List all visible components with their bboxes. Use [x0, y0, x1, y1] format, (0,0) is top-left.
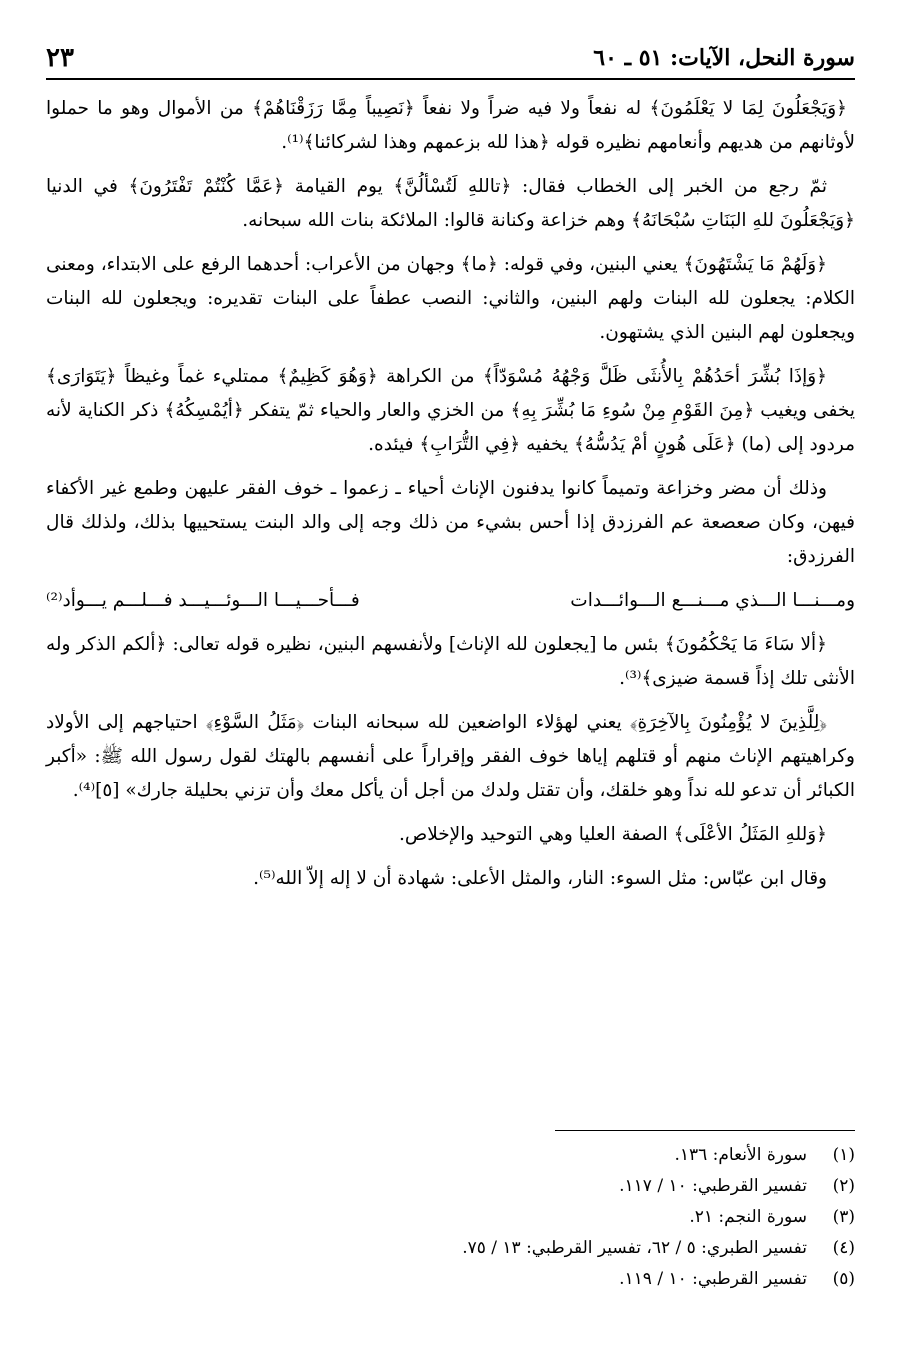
paragraph: ﴿وَيَجْعَلُونَ لِمَا لا يَعْلَمُونَ﴾ له نفعاً ولا فيه ضراً ولا نفعاً ﴿نَصِيباً مِمَّا رَزَقْنَاهُمْ﴾ من الأموال وهو ما حملوا لأوثانهم من هديهم وأنعامهم نظيره قوله ﴿هذا لله بزعمهم وهذا لشركائنا﴾⁽¹⁾.	[46, 98, 855, 153]
footnote-item	[46, 1202, 855, 1233]
main-text	[46, 92, 855, 906]
paragraph: وقال ابن عبّاس: مثل السوء: النار، والمثل الأعلى: شهادة أن لا إله إلاّ الله⁽⁵⁾.	[253, 868, 827, 889]
poetry-verse	[46, 584, 855, 618]
running-title: سورة النحل، الآيات: ٥١ ـ ٦٠	[593, 45, 855, 71]
verse-first-hemistich: ومـــنـــا الـــذي مـــنـــع الـــوائـــدات	[570, 590, 855, 611]
footnote-number: (١)	[832, 1145, 855, 1165]
footnote-item	[46, 1233, 855, 1264]
footnote-text: سورة النجم: ٢١.	[689, 1207, 807, 1227]
footnote-divider	[555, 1130, 855, 1131]
footnote-item	[46, 1171, 855, 1202]
footnote-number: (٥)	[832, 1269, 855, 1289]
footnote-number: (٤)	[832, 1238, 855, 1258]
page-number: ٢٣	[46, 43, 74, 73]
paragraph: ﴿وَللهِ المَثَلُ الأعْلَى﴾ الصفة العليا وهي التوحيد والإخلاص.	[398, 824, 827, 845]
paragraph: ﴿وَلَهُمْ مَا يَشْتَهُونَ﴾ يعني البنين، وفي قوله: ﴿ما﴾ وجهان من الأعراب: أحدهما الرفع على الابتداء، ومعنى الكلام: يجعلون لله البنات ولهم البنين، والثاني: النصب عطفاً على البنات تقديره: ويجعلون لله البنات ويجعلون لهم البنين الذي يشتهون.	[46, 254, 855, 343]
paragraph: ﴿ألا سَاءَ مَا يَحْكُمُونَ﴾ بئس ما [يجعلون لله الإناث] ولأنفسهم البنين، نظيره قوله تعالى: ﴿ألكم الذكر وله الأنثى تلك إذاً قسمة ضيزى﴾⁽³⁾.	[46, 634, 855, 689]
footnote-number: (٣)	[832, 1207, 855, 1227]
page-header	[46, 38, 855, 80]
paragraph: ﴿لِلَّذِينَ لا يُؤْمِنُونَ بِالآخِرَةِ﴾ يعني لهؤلاء الواضعين لله سبحانه البنات ﴿مَثَلُ السَّوْءِ﴾ احتياجهم إلى الأولاد وكراهيتهم الإناث منهم أو قتلهم إياها خوف الفقر وإقراراً على أنفسهم بالهتك لقول رسول الله ﷺ: «أكبر الكبائر أن تدعو لله نداً وهو خلقك، وأن تقتل ولدك من أجل أن يأكل معك وأن تزني بحليلة جارك» [٥]⁽⁴⁾.	[46, 712, 855, 801]
footnote-number: (٢)	[832, 1176, 855, 1196]
paragraph: ثمّ رجع من الخبر إلى الخطاب فقال: ﴿تاللهِ لَتُسْألُنَّ﴾ يوم القيامة ﴿عَمَّا كُنْتُمْ تَفْتَرُونَ﴾ في الدنيا ﴿وَيَجْعَلُونَ للهِ البَنَاتِ سُبْحَانَهُ﴾ وهم خزاعة وكنانة قالوا: الملائكة بنات الله سبحانه.	[46, 176, 855, 231]
footnote-text: سورة الأنعام: ١٣٦.	[674, 1145, 807, 1165]
footnote-text: تفسير الطبري: ٥ / ٦٢، تفسير القرطبي: ١٣ / ٧٥.	[462, 1238, 807, 1258]
paragraph: وذلك أن مضر وخزاعة وتميماً كانوا يدفنون الإناث أحياء ـ زعموا ـ خوف الفقر عليهن وطمع غير الأكفاء فيهن، وكان صعصعة عم الفرزدق إذا أحس بشيء من ذلك وجه إلى والد البنت يستحييها بذلك، ولذلك قال الفرزدق:	[46, 478, 855, 567]
footnote-text: تفسير القرطبي: ١٠ / ١١٧.	[619, 1176, 807, 1196]
footnotes	[46, 1140, 855, 1295]
footnote-item	[46, 1140, 855, 1171]
paragraph: ﴿وَإذَا بُشِّرَ أحَدُهُمْ بِالأُنثَى ظَلَّ وَجْهُهُ مُسْوَدّاً﴾ من الكراهة ﴿وَهُوَ كَظِيمٌ﴾ ممتليء غماً وغيظاً ﴿يَتَوَارَى﴾ يخفى ويغيب ﴿مِنَ القَوْمِ مِنْ سُوءِ مَا بُشِّرَ بِهِ﴾ من الخزي والعار والحياء ثمّ يتفكر ﴿أيُمْسِكُهُ﴾ ذكر الكناية لأنه مردود إلى (ما) ﴿عَلَى هُونٍ أمْ يَدُسُّهُ﴾ يخفيه ﴿فِي التُّرَابِ﴾ فيئده.	[46, 366, 855, 455]
verse-second-hemistich: فـــأحـــيـــا الـــوئـــيـــد فـــلـــم يـــوأد⁽²⁾	[46, 590, 360, 611]
footnote-item	[46, 1264, 855, 1295]
footnote-text: تفسير القرطبي: ١٠ / ١١٩.	[619, 1269, 807, 1289]
